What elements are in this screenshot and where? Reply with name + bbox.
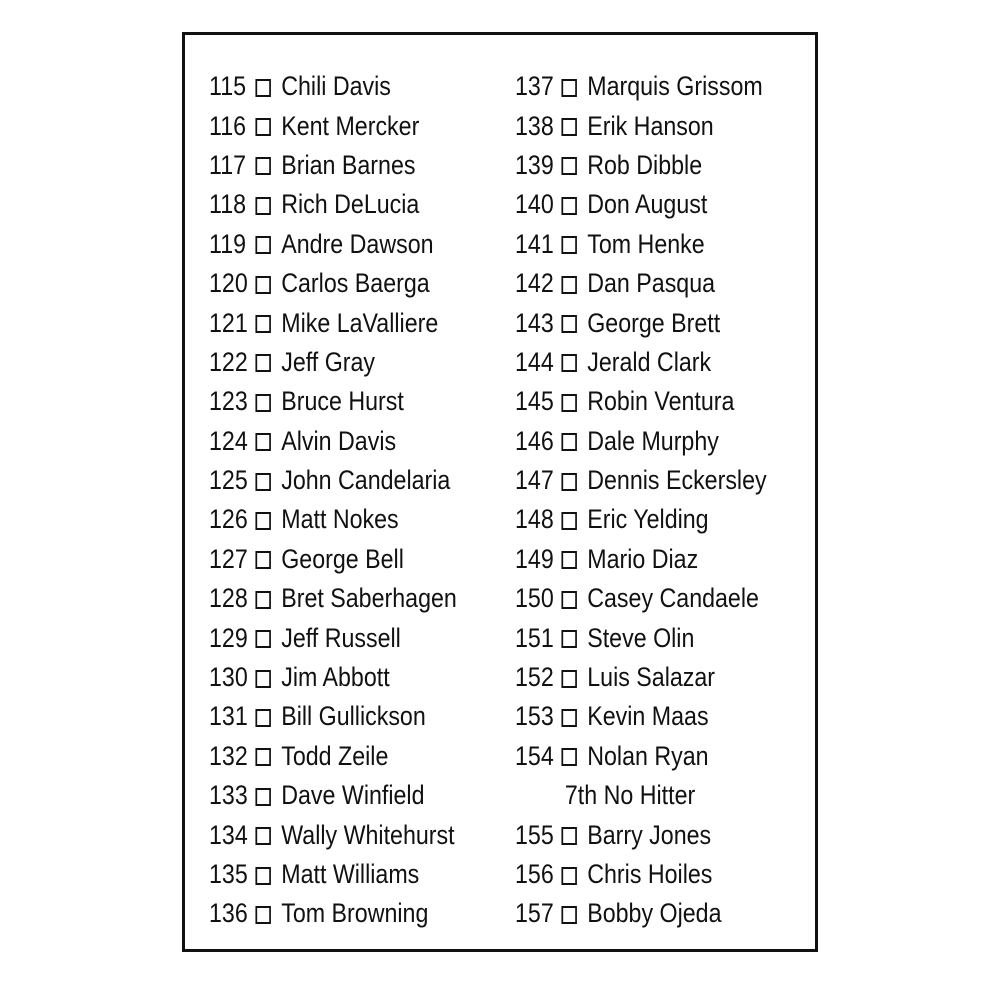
- card-number: 133: [209, 780, 248, 811]
- checkbox-icon[interactable]: [255, 473, 270, 491]
- checklist-row: [515, 185, 767, 224]
- card-number: 140: [515, 189, 554, 220]
- player-name: Luis Salazar: [587, 662, 716, 693]
- checkbox-icon[interactable]: [255, 79, 270, 97]
- checkbox-icon[interactable]: [255, 748, 270, 766]
- player-name-subtitle: 7th No Hitter: [564, 780, 696, 811]
- checkbox-icon[interactable]: [561, 473, 576, 491]
- player-name: Jerald Clark: [587, 346, 712, 377]
- card-number: 139: [515, 149, 554, 180]
- player-name: Robin Ventura: [587, 386, 735, 417]
- card-number: 147: [515, 465, 554, 496]
- checkbox-icon[interactable]: [255, 236, 270, 254]
- checklist-row: [515, 225, 767, 264]
- player-name: Carlos Baerga: [281, 268, 430, 299]
- card-number: 148: [515, 504, 554, 535]
- checklist-row: [209, 106, 457, 145]
- card-number: 144: [515, 346, 554, 377]
- checklist-row: [515, 146, 767, 185]
- card-number: 137: [515, 71, 554, 102]
- card-number: 154: [515, 740, 554, 771]
- player-name: Eric Yelding: [587, 504, 709, 535]
- card-number: 129: [209, 622, 248, 653]
- player-name: Brian Barnes: [281, 149, 416, 180]
- checklist-row: [515, 303, 767, 342]
- checklist-row: [209, 855, 457, 894]
- player-name: Tom Browning: [281, 898, 429, 929]
- player-name: Mario Diaz: [587, 543, 699, 574]
- checkbox-icon[interactable]: [255, 827, 270, 845]
- checkbox-icon[interactable]: [561, 276, 576, 294]
- card-number: 126: [209, 504, 248, 535]
- player-name: Mike LaValliere: [281, 307, 439, 338]
- player-name: Steve Olin: [587, 622, 695, 653]
- checkbox-icon[interactable]: [255, 867, 270, 885]
- player-name: Rich DeLucia: [281, 189, 420, 220]
- checklist-row: [209, 540, 457, 579]
- player-name: Nolan Ryan: [587, 740, 709, 771]
- checklist-row: [209, 461, 457, 500]
- card-number: 119: [209, 228, 247, 259]
- checkbox-icon[interactable]: [255, 157, 270, 175]
- checkbox-icon[interactable]: [561, 827, 576, 845]
- checklist-row: [209, 146, 457, 185]
- checklist-row-continuation: [515, 776, 767, 815]
- checkbox-icon[interactable]: [561, 709, 576, 727]
- checklist-row: [209, 776, 457, 815]
- card-number: 151: [515, 622, 554, 653]
- card-number: 130: [209, 662, 248, 693]
- checkbox-icon[interactable]: [255, 433, 270, 451]
- player-name: George Bell: [281, 543, 404, 574]
- player-name: Dave Winfield: [281, 780, 425, 811]
- checkbox-icon[interactable]: [255, 551, 270, 569]
- checkbox-icon[interactable]: [255, 906, 270, 924]
- checklist-row: [515, 815, 767, 854]
- checkbox-icon[interactable]: [561, 591, 576, 609]
- checklist-row: [209, 422, 457, 461]
- player-name: Bret Saberhagen: [281, 583, 457, 614]
- card-number: 121: [209, 307, 248, 338]
- player-name: Matt Nokes: [281, 504, 399, 535]
- player-name: Matt Williams: [281, 859, 420, 889]
- checklist-row: [209, 500, 457, 539]
- checkbox-icon[interactable]: [255, 788, 270, 806]
- card-number: 120: [209, 268, 248, 299]
- checklist-row: [209, 658, 457, 697]
- player-name: George Brett: [587, 307, 721, 338]
- checkbox-icon[interactable]: [255, 118, 270, 136]
- player-name: Jeff Gray: [281, 346, 376, 377]
- checklist-column-left: [209, 67, 497, 934]
- player-name: Todd Zeile: [281, 740, 389, 771]
- player-name: Jeff Russell: [281, 622, 401, 653]
- checkbox-icon[interactable]: [561, 630, 576, 648]
- checkbox-icon[interactable]: [255, 354, 270, 372]
- card-number: 156: [515, 859, 554, 889]
- card-number: 142: [515, 268, 554, 299]
- checkbox-icon[interactable]: [561, 906, 576, 924]
- player-name: Andre Dawson: [281, 228, 434, 259]
- checklist-row: [515, 382, 767, 421]
- checklist-row: [209, 618, 457, 657]
- player-name: Jim Abbott: [281, 662, 390, 693]
- checkbox-icon[interactable]: [255, 276, 270, 294]
- player-name: Rob Dibble: [587, 149, 703, 180]
- card-number: 132: [209, 740, 248, 771]
- card-number: 149: [515, 543, 554, 574]
- checklist-row: [515, 461, 767, 500]
- checklist-row: [515, 894, 767, 933]
- player-name: Dale Murphy: [587, 425, 719, 456]
- player-name: Bill Gullickson: [281, 701, 426, 732]
- checklist-row: [515, 343, 767, 382]
- checkbox-icon[interactable]: [561, 433, 576, 451]
- card-number: 118: [209, 189, 247, 220]
- checklist-row: [515, 737, 767, 776]
- checkbox-icon[interactable]: [561, 512, 576, 530]
- checkbox-icon[interactable]: [561, 118, 576, 136]
- card-number: 138: [515, 110, 554, 141]
- card-number: 115: [209, 71, 247, 102]
- card-number: 153: [515, 701, 554, 732]
- card-number: 131: [209, 701, 248, 732]
- checklist-row: [209, 737, 457, 776]
- card-number: 128: [209, 583, 248, 614]
- checkbox-icon[interactable]: [561, 236, 576, 254]
- checkbox-icon[interactable]: [255, 591, 270, 609]
- checkbox-icon[interactable]: [561, 748, 576, 766]
- checklist-row: [515, 67, 767, 106]
- card-number: 143: [515, 307, 554, 338]
- checkbox-icon[interactable]: [561, 670, 576, 688]
- checkbox-icon[interactable]: [255, 197, 270, 215]
- checklist-row: [209, 185, 457, 224]
- card-number: 157: [515, 898, 554, 929]
- player-name: Tom Henke: [587, 228, 705, 259]
- checklist-row: [209, 67, 457, 106]
- checkbox-icon[interactable]: [255, 512, 270, 530]
- player-name: Bobby Ojeda: [587, 898, 722, 929]
- checklist-row: [209, 343, 457, 382]
- card-number: 155: [515, 819, 554, 850]
- player-name: John Candelaria: [281, 465, 451, 496]
- player-name: Kevin Maas: [587, 701, 709, 732]
- checkbox-icon[interactable]: [255, 394, 270, 412]
- checklist-card: [182, 32, 818, 952]
- checklist-row: [209, 697, 457, 736]
- checklist-row: [209, 815, 457, 854]
- checkbox-icon[interactable]: [255, 709, 270, 727]
- checklist-row: [515, 579, 767, 618]
- card-number: 135: [209, 859, 248, 889]
- checkbox-icon[interactable]: [561, 551, 576, 569]
- card-number: 152: [515, 662, 554, 693]
- checklist-row: [209, 579, 457, 618]
- checklist-row: [515, 422, 767, 461]
- checkbox-icon[interactable]: [561, 197, 576, 215]
- card-number: 124: [209, 425, 248, 456]
- checklist-row: [515, 697, 767, 736]
- checklist-row: [515, 658, 767, 697]
- checkbox-icon[interactable]: [561, 867, 576, 885]
- card-number: 145: [515, 386, 554, 417]
- checkbox-icon[interactable]: [561, 157, 576, 175]
- checklist-row: [209, 264, 457, 303]
- checkbox-icon[interactable]: [561, 315, 576, 333]
- player-name: Chili Davis: [281, 71, 391, 102]
- checklist-row: [209, 382, 457, 421]
- checklist-row: [209, 225, 457, 264]
- player-name: Bruce Hurst: [281, 386, 404, 417]
- card-number: 141: [515, 228, 554, 259]
- player-name: Dan Pasqua: [587, 268, 716, 299]
- player-name: Kent Mercker: [281, 110, 420, 141]
- card-number: 123: [209, 386, 248, 417]
- card-number: 150: [515, 583, 554, 614]
- checkbox-icon[interactable]: [255, 670, 270, 688]
- checklist-row: [209, 894, 457, 933]
- card-number: 122: [209, 346, 248, 377]
- checklist-row: [209, 303, 457, 342]
- player-name: Marquis Grissom: [587, 71, 763, 102]
- card-number: 134: [209, 819, 248, 850]
- player-name: Chris Hoiles: [587, 859, 713, 889]
- card-number: 117: [209, 149, 247, 180]
- card-number: 116: [209, 110, 247, 141]
- player-name: Wally Whitehurst: [281, 819, 455, 850]
- player-name: Dennis Eckersley: [587, 465, 767, 496]
- player-name: Alvin Davis: [281, 425, 397, 456]
- checklist-row: [515, 264, 767, 303]
- player-name: Casey Candaele: [587, 583, 759, 614]
- checklist-row: [515, 618, 767, 657]
- player-name: Barry Jones: [587, 819, 712, 850]
- player-name: Erik Hanson: [587, 110, 714, 141]
- player-name: Don August: [587, 189, 708, 220]
- checkbox-icon[interactable]: [561, 394, 576, 412]
- checklist-column-right: [515, 67, 808, 934]
- checklist-row: [515, 106, 767, 145]
- card-number: 136: [209, 898, 248, 929]
- checklist-row: [515, 855, 767, 894]
- checkbox-icon[interactable]: [255, 630, 270, 648]
- checkbox-icon[interactable]: [561, 354, 576, 372]
- card-number: 125: [209, 465, 248, 496]
- checkbox-icon[interactable]: [561, 79, 576, 97]
- checklist-row: [515, 500, 767, 539]
- card-number: 146: [515, 425, 554, 456]
- card-number: 127: [209, 543, 248, 574]
- checkbox-icon[interactable]: [255, 315, 270, 333]
- checklist-row: [515, 540, 767, 579]
